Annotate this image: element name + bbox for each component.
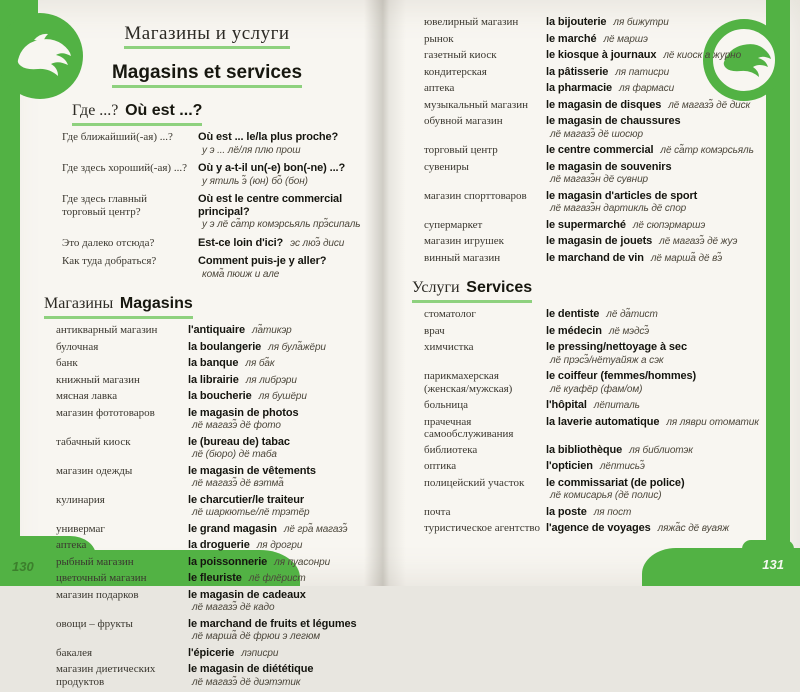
french-term-wrap <box>546 477 762 503</box>
french-term: le magasin de souvenirs <box>546 160 672 173</box>
french-term: le médecin <box>546 324 602 337</box>
phonetic-transcription: ля патисри <box>615 66 670 78</box>
russian-term: врач <box>424 324 445 337</box>
french-term: le supermarché <box>546 218 626 231</box>
phonetic-transcription: ля фармаси <box>619 83 675 94</box>
vocab-row <box>412 115 762 141</box>
french-term: l'épicerie <box>188 646 235 659</box>
french-phrase-wrap <box>198 131 370 157</box>
french-term-wrap <box>188 465 370 491</box>
french-term-wrap <box>546 190 762 216</box>
french-term-wrap <box>188 374 370 388</box>
phonetic-transcription: лё (бюро) дё таба <box>192 449 277 460</box>
phonetic-transcription: у ятиль э̃ (юн) бо̃ (бон) <box>202 175 308 187</box>
french-term: la boucherie <box>188 390 252 402</box>
russian-term: магазин игрушек <box>424 235 504 247</box>
phonetic-transcription: эс люэ̃ диси <box>290 237 345 249</box>
vocab-row <box>44 663 370 689</box>
french-term: le magasin de jouets <box>546 235 653 247</box>
vocab-row <box>412 99 762 113</box>
phonetic-transcription: ла̃тикэр <box>252 325 292 336</box>
russian-term: туристическое агентство <box>424 522 541 534</box>
french-term: le pressing/nettoyage à sec <box>546 341 687 353</box>
french-term: le magasin de cadeaux <box>188 588 306 601</box>
phonetic-transcription: лё комисарья (дё полис) <box>550 490 662 501</box>
russian-term: парикмахерская (женская/мужская) <box>424 370 513 395</box>
french-term: le magasin de diététique <box>188 663 314 675</box>
vocab-row <box>412 370 762 396</box>
french-phrase-wrap <box>198 255 370 281</box>
vocab-row <box>412 82 762 96</box>
russian-term: сувениры <box>424 160 469 173</box>
phonetic-transcription: ля була̃жёри <box>268 341 326 353</box>
french-phrase-wrap <box>198 162 370 188</box>
russian-term: прачечная самообслуживания <box>424 415 514 440</box>
french-term: l'antiquaire <box>188 324 246 336</box>
vocab-row <box>44 589 370 615</box>
vocab-row <box>412 252 762 266</box>
french-term: le grand magasin <box>188 522 277 535</box>
phonetic-transcription: лё прэсэ̃/нётуайяж а сэк <box>550 354 664 366</box>
phonetic-transcription: лё сюпэрмаршэ <box>632 219 706 231</box>
french-term-wrap <box>188 618 370 644</box>
phrase-row <box>44 255 370 281</box>
french-term: le centre commercial <box>546 144 654 156</box>
french-term-wrap <box>188 436 370 462</box>
french-term: le magasin d'articles de sport <box>546 189 698 202</box>
phonetic-transcription: ля пост <box>593 506 632 518</box>
russian-term: почта <box>424 505 451 518</box>
russian-term: кулинария <box>56 493 105 506</box>
vocab-row <box>412 416 762 441</box>
french-term: le magasin de chaussures <box>546 115 681 127</box>
title-russian: Магазины и услуги <box>124 23 289 49</box>
services-heading-russian: Услуги <box>412 279 460 296</box>
russian-term: музыкальный магазин <box>424 98 529 111</box>
phonetic-transcription: ля дрогри <box>256 540 303 551</box>
phonetic-transcription: лё магазэ̃ дё фото <box>192 420 281 431</box>
phonetic-transcription: лэписри <box>241 647 279 659</box>
russian-term: газетный киоск <box>424 49 497 61</box>
where-heading-french: Où est ...? <box>125 102 203 119</box>
left-page <box>44 10 370 692</box>
russian-term: мясная лавка <box>56 390 118 402</box>
french-term-wrap <box>546 235 762 249</box>
shops-vocab-list-right <box>412 16 762 265</box>
vocab-row <box>44 465 370 491</box>
french-term-wrap <box>546 66 762 80</box>
phrase-row <box>44 131 370 157</box>
title-french: Magasins et services <box>112 62 302 88</box>
french-term: le magasin de disques <box>546 98 662 111</box>
french-term-wrap <box>546 16 762 30</box>
russian-term: книжный магазин <box>56 373 140 386</box>
vocab-row <box>44 374 370 388</box>
phonetic-transcription: лё магазэ̃ дё шосюр <box>550 128 643 140</box>
french-term-wrap <box>546 325 762 339</box>
french-term-wrap <box>188 357 370 371</box>
russian-term: универмаг <box>56 522 105 535</box>
french-term-wrap <box>188 589 370 615</box>
vocab-row <box>44 436 370 462</box>
french-term: la laverie automatique <box>546 415 660 428</box>
phonetic-transcription: лё да̃тист <box>606 309 658 320</box>
russian-term: рыбный магазин <box>56 555 134 568</box>
phonetic-transcription: ля пуасонри <box>274 556 331 568</box>
french-term-wrap <box>188 663 370 689</box>
russian-term: магазин спорттоваров <box>424 189 527 202</box>
french-term-wrap <box>546 370 762 396</box>
vocab-row <box>412 66 762 80</box>
phonetic-transcription: ля библиотэк <box>629 444 693 456</box>
phonetic-transcription: лё магазэ̃н дё сувнир <box>550 174 649 185</box>
french-term-wrap <box>546 144 762 158</box>
phonetic-transcription: лё куафёр (фам/ом) <box>550 383 643 395</box>
russian-term: рынок <box>424 32 454 45</box>
phonetic-transcription: ля ба̃к <box>245 358 275 369</box>
russian-term: стоматолог <box>424 308 476 320</box>
french-term: la poissonnerie <box>188 555 268 568</box>
phonetic-transcription: у э лё са̃тр комэрсьяль прэ̃сипаль <box>202 219 361 230</box>
french-term-wrap <box>188 523 370 537</box>
french-term-wrap <box>546 115 762 141</box>
french-phrase: Où est le centre commercial principal? <box>198 193 343 218</box>
phonetic-transcription: лё магазэ̃ дё диэтэтик <box>192 676 301 688</box>
russian-term: овощи – фрукты <box>56 617 133 630</box>
russian-term: антикварный магазин <box>56 324 158 336</box>
phrase-row <box>44 162 370 188</box>
french-term: le marchand de vin <box>546 251 644 264</box>
vocab-row <box>44 390 370 404</box>
phonetic-transcription: лё марша̃ дё фрюи э легюм <box>192 631 321 642</box>
french-term: la poste <box>546 505 587 518</box>
french-term: le magasin de photos <box>188 406 299 419</box>
vocab-row <box>412 341 762 367</box>
russian-term: супермаркет <box>424 218 483 231</box>
french-term: la droguerie <box>188 539 250 551</box>
phonetic-transcription: лё магазэ̃ дё жуэ <box>659 236 738 247</box>
shops-section-heading <box>44 287 370 319</box>
services-section-heading <box>412 271 762 303</box>
french-term-wrap <box>546 522 762 536</box>
french-term-wrap <box>188 556 370 570</box>
vocab-row <box>44 647 370 661</box>
french-term-wrap <box>546 33 762 47</box>
vocab-row <box>412 144 762 158</box>
russian-term: ювелирный магазин <box>424 16 519 28</box>
french-term-wrap <box>546 416 762 441</box>
phonetic-transcription: лёпиталь <box>593 400 640 411</box>
french-term-wrap <box>188 390 370 404</box>
french-term: l'agence de voyages <box>546 522 651 534</box>
russian-term: булочная <box>56 340 99 353</box>
french-term-wrap <box>546 399 762 413</box>
french-term-wrap <box>188 539 370 553</box>
vocab-row <box>412 477 762 503</box>
french-term-wrap <box>546 506 762 520</box>
phonetic-transcription: лё шаркютье/лё трэтёр <box>192 507 310 518</box>
vocab-row <box>412 460 762 474</box>
phrase-row <box>44 237 370 251</box>
russian-term: магазин подарков <box>56 588 139 601</box>
french-term-wrap <box>188 407 370 433</box>
french-term: la librairie <box>188 373 239 386</box>
vocab-row <box>412 308 762 322</box>
french-term: le (bureau de) tabac <box>188 435 290 448</box>
phonetic-transcription: ляжа̃с дё вуаяж <box>657 523 729 534</box>
russian-term: винный магазин <box>424 251 501 264</box>
vocab-row <box>44 324 370 338</box>
russian-term: больница <box>424 399 468 411</box>
vocab-row <box>44 341 370 355</box>
page-number-left: 130 <box>12 559 34 574</box>
vocab-row <box>44 407 370 433</box>
russian-term: аптека <box>56 539 87 551</box>
vocab-row <box>44 494 370 520</box>
french-term: le magasin de vêtements <box>188 464 316 477</box>
french-phrase: Comment puis-je y aller? <box>198 255 327 267</box>
phonetic-transcription: лё флёрист <box>248 573 306 584</box>
phonetic-transcription: ля либрэри <box>245 374 297 386</box>
russian-term: полицейский участок <box>424 476 525 489</box>
vocab-row <box>412 522 762 536</box>
french-term-wrap <box>546 308 762 322</box>
vocab-row <box>412 325 762 339</box>
french-term-wrap <box>546 82 762 96</box>
french-term: la pharmacie <box>546 82 613 94</box>
vocab-row <box>44 523 370 537</box>
french-phrase-wrap <box>198 193 370 232</box>
french-term-wrap <box>546 161 762 187</box>
vocab-row <box>412 219 762 233</box>
shops-vocab-list-left <box>44 324 370 689</box>
russian-term: табачный киоск <box>56 435 131 448</box>
phonetic-transcription: лё марша̃ дё вэ̃ <box>650 252 723 264</box>
vocab-row <box>44 556 370 570</box>
french-term-wrap <box>188 324 370 338</box>
phonetic-transcription: лёптисьэ̃ <box>599 461 645 472</box>
shops-heading-french: Magasins <box>119 295 193 312</box>
phonetic-transcription: ля бижутри <box>613 17 669 28</box>
french-term-wrap <box>188 341 370 355</box>
french-term-wrap <box>546 219 762 233</box>
french-phrase: Où y a-t-il un(-e) bon(-ne) ...? <box>198 162 346 174</box>
phonetic-transcription: лё магазэ̃ дё вэтма̃ <box>192 478 284 489</box>
french-phrase: Où est ... le/la plus proche? <box>198 131 339 143</box>
right-page <box>412 16 762 539</box>
russian-phrase: Где ближайший(-ая) ...? <box>62 131 173 143</box>
russian-term: химчистка <box>424 341 474 353</box>
phrase-row <box>44 193 370 232</box>
french-term-wrap <box>546 252 762 266</box>
page-title <box>44 10 370 88</box>
french-term: l'hôpital <box>546 399 587 411</box>
russian-phrase: Где здесь главный торговый центр? <box>62 193 147 218</box>
russian-term: торговый центр <box>424 144 498 156</box>
phonetic-transcription: ля ляври отоматик <box>666 416 759 428</box>
french-term: le charcutier/le traiteur <box>188 493 305 506</box>
french-term: la bibliothèque <box>546 443 623 456</box>
french-term: la boulangerie <box>188 340 262 353</box>
french-term: la bijouterie <box>546 16 607 28</box>
phonetic-transcription: кома̃ пюиж и але <box>202 268 280 280</box>
vocab-row <box>412 49 762 63</box>
russian-term: магазин одежды <box>56 464 133 477</box>
vocab-row <box>44 618 370 644</box>
french-term-wrap <box>188 494 370 520</box>
russian-phrase: Где здесь хороший(-ая) ...? <box>62 162 187 174</box>
french-term: la pâtisserie <box>546 65 609 78</box>
bottom-right-green-tab <box>742 540 794 558</box>
french-term: le marché <box>546 32 597 45</box>
french-phrase-wrap <box>198 237 370 251</box>
phonetic-transcription: лё магазэ̃ дё диск <box>668 99 751 111</box>
vocab-row <box>412 190 762 216</box>
vocab-row <box>412 161 762 187</box>
russian-phrase: Это далеко отсюда? <box>62 236 155 249</box>
french-term-wrap <box>546 460 762 474</box>
french-term: l'opticien <box>546 460 593 472</box>
phonetic-transcription: лё гра̃ магазэ̃ <box>283 523 348 535</box>
vocab-row <box>44 357 370 371</box>
russian-term: кондитерская <box>424 65 487 78</box>
russian-term: цветочный магазин <box>56 572 147 584</box>
french-term: le kiosque à journaux <box>546 49 657 61</box>
where-section-heading <box>72 94 370 126</box>
french-term: le marchand de fruits et légumes <box>188 617 357 630</box>
russian-term: магазин фототоваров <box>56 406 155 419</box>
shops-heading-russian: Магазины <box>44 295 114 312</box>
french-term-wrap <box>546 99 762 113</box>
vocab-row <box>412 16 762 30</box>
russian-phrase: Как туда добраться? <box>62 255 157 267</box>
russian-term: аптека <box>424 82 455 94</box>
french-term-wrap <box>546 341 762 367</box>
french-term-wrap <box>546 49 762 63</box>
french-term-wrap <box>546 444 762 458</box>
vocab-row <box>412 399 762 413</box>
where-heading-russian: Где ...? <box>72 102 119 119</box>
phonetic-transcription: лё мэдсэ̃ <box>608 325 650 337</box>
russian-term: бакалея <box>56 646 93 659</box>
book-gutter-shadow <box>364 0 406 586</box>
services-heading-french: Services <box>466 279 533 296</box>
vocab-row <box>412 444 762 458</box>
french-term: le dentiste <box>546 308 600 320</box>
phonetic-transcription: у э ... лё/ля плю прош <box>202 144 301 156</box>
vocab-row <box>44 539 370 553</box>
page-number-right: 131 <box>762 557 784 572</box>
phonetic-transcription: ля бушёри <box>258 391 307 402</box>
french-phrase: Est-ce loin d'ici? <box>198 236 284 249</box>
french-term-wrap <box>188 647 370 661</box>
phonetic-transcription: лё магазэ̃ дё кадо <box>192 602 275 613</box>
phonetic-transcription: лё маршэ <box>603 33 648 45</box>
french-term: le commissariat (de police) <box>546 476 685 489</box>
vocab-row <box>412 506 762 520</box>
russian-term: обувной магазин <box>424 115 503 127</box>
where-phrase-list <box>44 131 370 281</box>
french-term: la banque <box>188 357 239 369</box>
phonetic-transcription: лё киоск а журно <box>663 50 742 61</box>
french-term: le fleuriste <box>188 572 242 584</box>
vocab-row <box>44 572 370 586</box>
phonetic-transcription: лё са̃тр комэрсьяль <box>660 145 754 156</box>
russian-term: оптика <box>424 460 457 472</box>
russian-term: банк <box>56 357 78 369</box>
russian-term: библиотека <box>424 443 478 456</box>
phonetic-transcription: лё магазэ̃н дартикль дё спор <box>550 203 687 214</box>
services-vocab-list <box>412 308 762 536</box>
french-term-wrap <box>188 572 370 586</box>
vocab-row <box>412 33 762 47</box>
russian-term: магазин диетических продуктов <box>56 663 156 688</box>
vocab-row <box>412 235 762 249</box>
french-term: le coiffeur (femmes/hommes) <box>546 370 697 382</box>
